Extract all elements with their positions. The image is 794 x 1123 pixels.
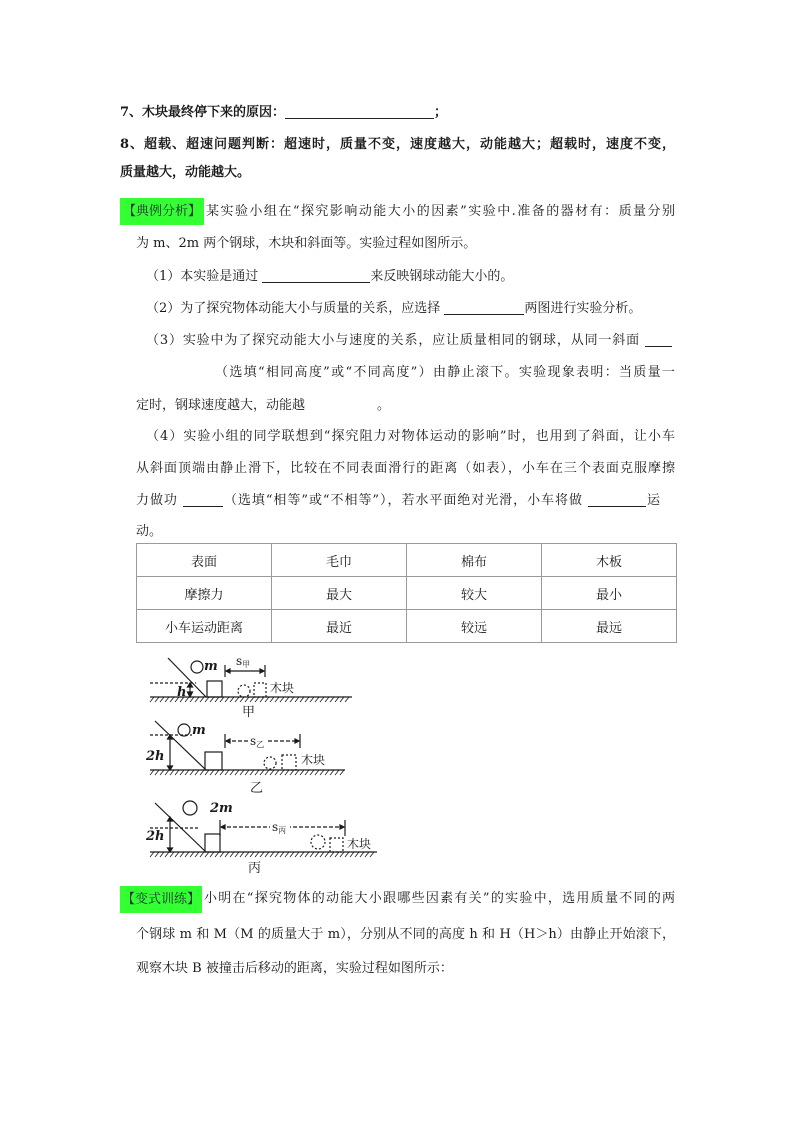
- example-question-3-line-1: [146, 331, 672, 351]
- mass-label: 2m: [210, 801, 233, 816]
- ground-hatch: [150, 852, 374, 857]
- example-question-3-line-3: [136, 395, 390, 415]
- example-analysis-tag: 【典例分析】: [120, 198, 204, 225]
- distance-subscript: 甲: [242, 660, 251, 669]
- question-7-text: 7、木块最终停下来的原因：: [120, 105, 286, 120]
- table-cell: 最近: [272, 610, 407, 643]
- question-8-label: 8、超载、超速问题判断：: [120, 137, 285, 152]
- distance-symbol: s: [250, 734, 257, 748]
- variant-line-2: 个钢球 m 和 M（M 的质量大于 m），分别从不同的高度 h 和 H（H＞h）由静止开始滚下，: [136, 927, 675, 942]
- table-cell: 小车运动距离: [137, 610, 272, 643]
- distance-arrowhead: [295, 739, 299, 743]
- table-cell: 木板: [542, 544, 677, 577]
- example-question-3-answer-space: [305, 395, 377, 409]
- height-label: h: [177, 685, 187, 700]
- example-question-4-text-d: （选填“相等”或“不相等”），若水平面绝对光滑，小车将做: [222, 493, 589, 508]
- example-question-2-text-a: （2）为了探究物体动能大小与质量的关系，应选择: [146, 301, 445, 316]
- table-row: [137, 544, 677, 577]
- height-label: 2h: [146, 829, 165, 844]
- example-question-4-text-e: 运: [646, 493, 660, 508]
- example-question-4-blank-1: [183, 492, 223, 507]
- example-question-4-line-4: 动。: [136, 524, 163, 539]
- example-question-2-text-b: 两图进行实验分析。: [524, 301, 642, 316]
- distance-symbol: s: [236, 654, 243, 668]
- wood-block: [205, 752, 222, 770]
- example-question-2-blank: [444, 300, 524, 315]
- example-intro-line-1: 某实验小组在“探究影响动能大小的因素”实验中.准备的器材有：质量分别: [206, 204, 675, 219]
- distance-symbol: s: [272, 820, 279, 834]
- ball-moved-outline: [264, 757, 276, 769]
- table-cell: 表面: [137, 544, 272, 577]
- distance-arrowhead: [221, 825, 225, 829]
- distance-subscript: 丙: [278, 826, 287, 835]
- variant-line-1: 小明在“探究物体的动能大小跟哪些因素有关”的实验中，选用质量不同的两: [204, 891, 675, 906]
- block-moved-outline: [282, 755, 296, 770]
- table-row: [137, 610, 677, 643]
- height-label: 2h: [146, 749, 165, 764]
- example-question-3-text-d: 。: [377, 398, 391, 413]
- table-cell: 摩擦力: [137, 577, 272, 610]
- example-question-3-text-a: （3）实验中为了探究动能大小与速度的关系，应让质量相同的钢球，从同一斜面: [146, 333, 645, 348]
- figure-caption: 乙: [250, 781, 264, 796]
- example-question-4-line-1: （4）实验小组的同学联想到“探究阻力对物体运动的影响”时，也用到了斜面，让小车: [146, 429, 675, 444]
- example-question-2: [146, 299, 641, 319]
- example-question-4-text-c: 力做功: [136, 493, 183, 508]
- example-question-4-blank-2: [588, 492, 646, 507]
- ground-hatch: [150, 770, 344, 775]
- table-cell: 较远: [407, 610, 542, 643]
- example-question-1-text-a: （1）本实验是通过: [146, 269, 263, 284]
- question-8-text-1: 超速时，质量不变，速度越大，动能越大；超载时，速度不变，: [284, 137, 675, 152]
- block-label: 木块: [301, 753, 326, 767]
- surface-friction-table: [136, 543, 677, 643]
- example-question-1: [146, 267, 513, 287]
- distance-arrowhead: [340, 825, 344, 829]
- figure-caption: 丙: [248, 861, 262, 876]
- example-question-1-blank: [262, 268, 370, 283]
- figure-bing: [150, 801, 377, 857]
- block-label: 木块: [270, 681, 295, 695]
- question-7: [120, 103, 447, 123]
- table-cell: 棉布: [407, 544, 542, 577]
- question-8-text-2: 质量越大，动能越大。: [120, 165, 251, 180]
- example-question-4-line-2: 从斜面顶端由静止滑下，比较在不同表面滑行的距离（如表），小车在三个表面克服摩擦: [136, 461, 675, 476]
- example-question-3-text-c: 定时，钢球速度越大，动能越: [136, 398, 306, 413]
- example-intro-line-2: 为 m、2m 两个钢球，木块和斜面等。实验过程如图所示。: [136, 236, 477, 251]
- table-cell: 最大: [272, 577, 407, 610]
- example-question-3-line-2: （选填“相同高度”或“不同高度”）由静止滚下。实验现象表明：当质量一: [215, 365, 675, 380]
- table-cell: 最小: [542, 577, 677, 610]
- question-7-end: ；: [434, 105, 448, 120]
- steel-ball: [178, 724, 190, 736]
- example-question-3-blank: [645, 332, 672, 347]
- distance-arrowhead: [260, 669, 264, 673]
- variant-training-tag: 【变式训练】: [120, 886, 202, 913]
- distance-label: [236, 654, 250, 669]
- height-arrowhead: [168, 817, 173, 821]
- figure-caption: 甲: [242, 705, 256, 720]
- question-7-blank: [285, 104, 434, 119]
- ball-moved-outline: [238, 685, 250, 697]
- incline: [168, 658, 206, 697]
- ball-moved-outline: [311, 835, 325, 849]
- steel-ball: [191, 661, 203, 673]
- example-question-1-text-b: 来反映钢球动能大小的。: [370, 269, 514, 284]
- block-moved-outline: [330, 838, 343, 852]
- example-question-4-line-3: [136, 491, 660, 511]
- mass-label: m: [204, 659, 218, 674]
- experiment-diagrams: [140, 650, 390, 882]
- table-cell: 最远: [542, 610, 677, 643]
- distance-subscript: 乙: [256, 740, 265, 749]
- distance-arrowhead: [226, 739, 230, 743]
- mass-label: m: [192, 723, 206, 738]
- wood-block: [205, 834, 220, 852]
- table-row: [137, 577, 677, 610]
- table-cell: 较大: [407, 577, 542, 610]
- variant-line-3: 观察木块 B 被撞击后移动的距离，实验过程如图所示：: [136, 961, 453, 976]
- steel-ball: [183, 801, 197, 815]
- height-arrowhead: [188, 692, 193, 697]
- question-8-line-1: [120, 135, 675, 155]
- block-label: 木块: [347, 837, 372, 851]
- question-8-line-2: [120, 163, 250, 183]
- block-moved-outline: [254, 683, 266, 697]
- distance-arrowhead: [226, 669, 230, 673]
- wood-block: [207, 681, 222, 697]
- table-cell: 毛巾: [272, 544, 407, 577]
